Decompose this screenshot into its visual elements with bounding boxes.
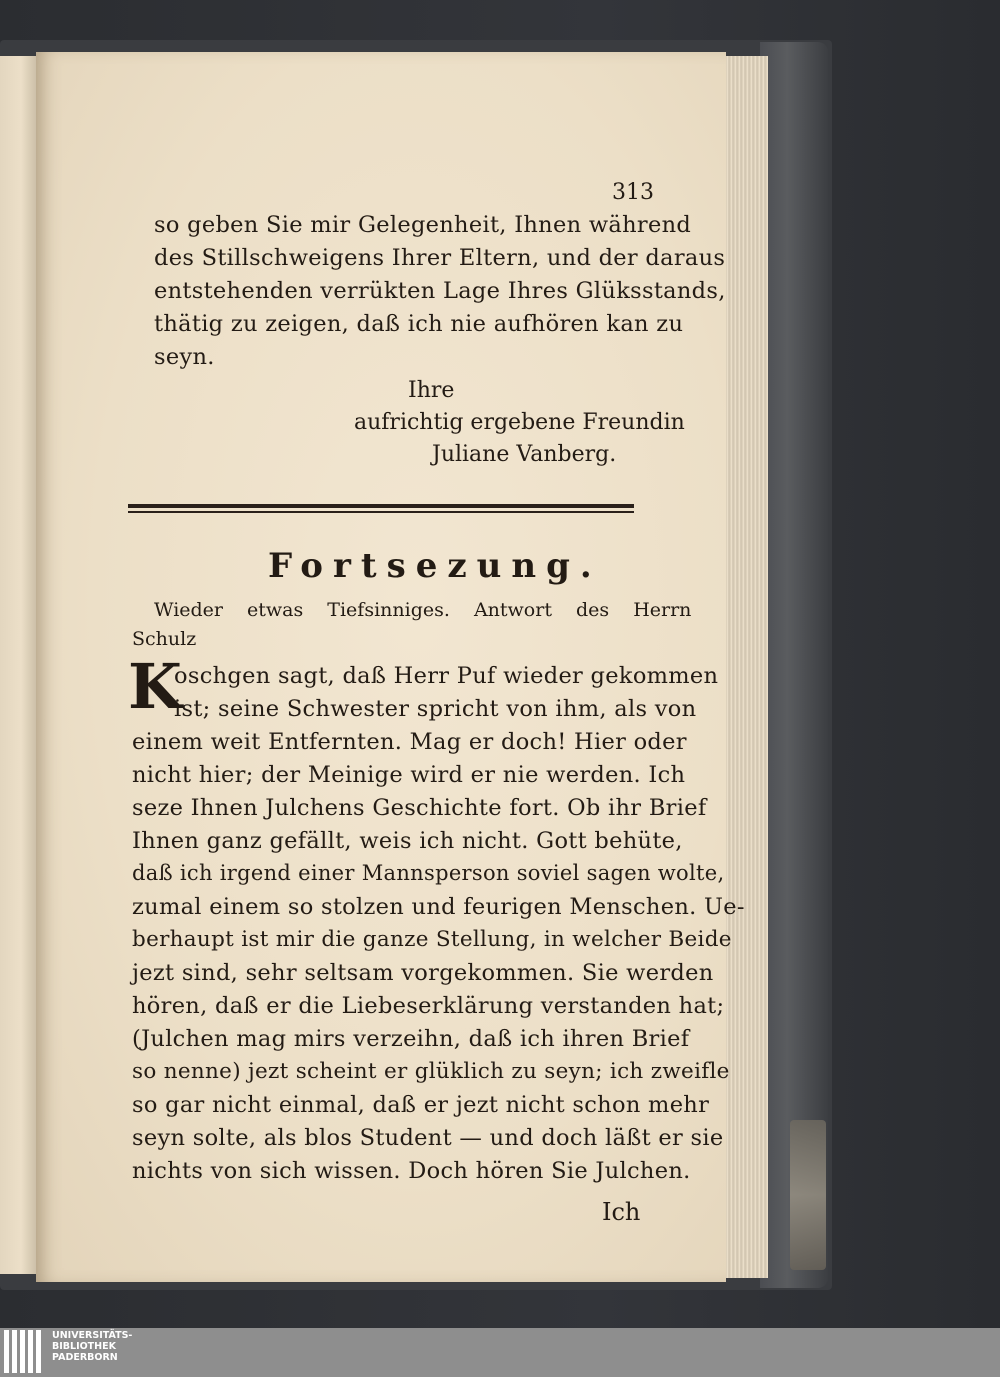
text-line: daß ich irgend einer Mannsperson soviel sagen wolte, — [132, 861, 725, 885]
text-line: einem weit Entfernten. Mag er doch! Hier oder — [132, 729, 687, 755]
text-line: so geben Sie mir Gelegenheit, Ihnen während — [154, 212, 692, 238]
text-line: oschgen sagt, daß Herr Puf wieder gekommen — [174, 663, 719, 689]
section-subtitle: Wieder etwas Tiefsinniges. Antwort des Herrn — [154, 599, 692, 621]
facing-page-edge — [0, 56, 38, 1274]
worn-cover-patch — [790, 1120, 826, 1270]
catchword: Ich — [602, 1198, 641, 1226]
text-line: zumal einem so stolzen und feurigen Menschen. Ue- — [132, 894, 745, 920]
letter-closing: Ihre — [408, 378, 455, 403]
text-line: so nenne) jezt scheint er glüklich zu seyn; ich zweifle — [132, 1059, 730, 1084]
library-name-line: UNIVERSITÄTS- — [52, 1330, 133, 1341]
text-line: des Stillschweigens Ihrer Eltern, und der daraus — [154, 245, 726, 271]
text-line: thätig zu zeigen, daß ich nie aufhören kan zu — [154, 311, 684, 337]
text-line: nichts von sich wissen. Doch hören Sie Julchen. — [132, 1158, 691, 1184]
text-line: berhaupt ist mir die ganze Stellung, in welcher Beide — [132, 927, 732, 952]
library-name-line: BIBLIOTHEK — [52, 1341, 116, 1352]
drop-capital: K — [128, 650, 182, 723]
book-cover-edge — [760, 42, 828, 1288]
section-divider-thin — [128, 511, 634, 513]
text-line: entstehenden verrükten Lage Ihres Glüksstands, — [154, 278, 726, 304]
text-line: seyn solte, als blos Student — und doch läßt er sie — [132, 1125, 724, 1151]
page-stack-edge — [722, 56, 768, 1278]
library-logo-icon — [4, 1330, 44, 1373]
library-name — [52, 1330, 132, 1363]
library-name-line: PADERBORN — [52, 1352, 118, 1363]
text-line: seze Ihnen Julchens Geschichte fort. Ob ihr Brief — [132, 795, 707, 821]
text-line: Ihnen ganz gefällt, weis ich nicht. Gott behüte, — [132, 828, 683, 854]
text-line: (Julchen mag mirs verzeihn, daß ich ihren Brief — [132, 1026, 690, 1052]
text-line: so gar nicht einmal, daß er jezt nicht schon mehr — [132, 1092, 710, 1118]
footer-bar — [0, 1328, 1000, 1377]
section-heading: Fortsezung. — [268, 546, 602, 586]
text-line: nicht hier; der Meinige wird er nie werden. Ich — [132, 762, 686, 788]
text-line: hören, daß er die Liebeserklärung verstanden hat; — [132, 993, 725, 1019]
section-subtitle-continued: Schulz — [132, 628, 197, 650]
book-page — [36, 52, 745, 1282]
text-line: jezt sind, sehr seltsam vorgekommen. Sie werden — [132, 960, 714, 986]
letter-closing-line: aufrichtig ergebene Freundin — [354, 410, 685, 435]
text-line: seyn. — [154, 344, 215, 370]
text-line: ist; seine Schwester spricht von ihm, als von — [174, 696, 697, 722]
letter-signature: Juliane Vanberg. — [432, 442, 617, 467]
section-divider — [128, 504, 634, 508]
page-number: 313 — [612, 180, 654, 205]
